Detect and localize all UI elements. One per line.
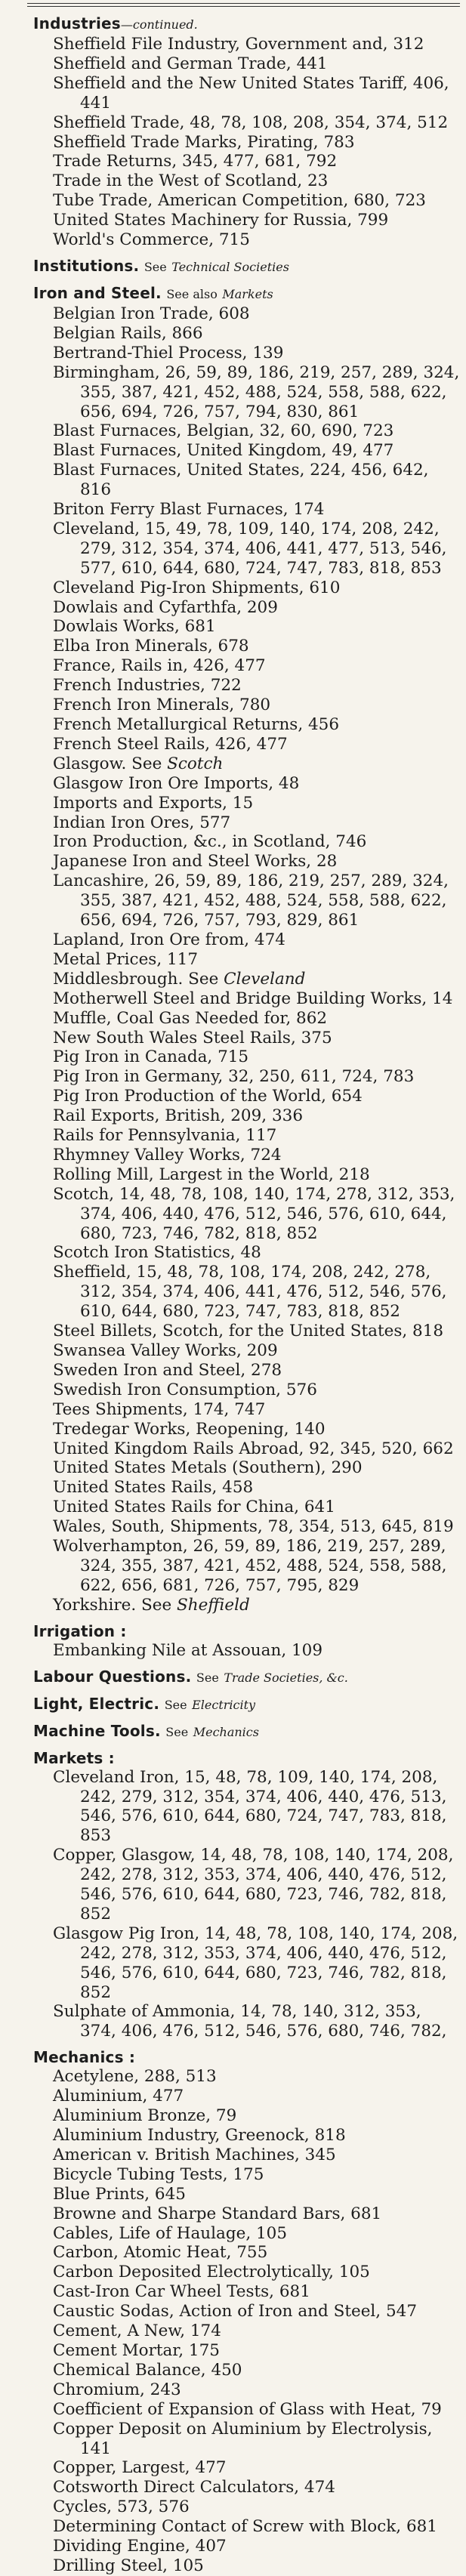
section-gap [33, 1615, 462, 1621]
index-entry: World's Commerce, 715 [53, 230, 250, 250]
index-entry: Pig Iron in Germany, 32, 250, 611, 724, 783 [53, 1067, 415, 1087]
index-entry: Copper Deposit on Aluminium by Electrolysis, 141 [53, 2419, 433, 2458]
index-entry: Carbon, Atomic Heat, 755 [53, 2243, 268, 2263]
index-entry: Cast-Iron Car Wheel Tests, 681 [53, 2282, 310, 2302]
index-entry: Aluminium Bronze, 79 [53, 2106, 237, 2126]
index-entry: United States Rails for China, 641 [53, 1498, 335, 1517]
index-entry: United Kingdom Rails Abroad, 92, 345, 520, 662 [53, 1439, 454, 1458]
index-entry: Rolling Mill, Largest in the World, 218 [53, 1165, 370, 1184]
entry-text: Yorkshire. See [53, 1595, 177, 1615]
index-entry: United States Machinery for Russia, 799 [53, 211, 389, 230]
index-entry: Blast Furnaces, Belgian, 32, 60, 690, 723 [53, 421, 394, 441]
index-entry: Dowlais Works, 681 [53, 617, 216, 637]
heading-text: Light, Electric. [33, 1694, 160, 1713]
see-reference: Cleveland [224, 969, 306, 989]
section-gap [33, 1742, 462, 1748]
index-entry: Elba Iron Minerals, 678 [53, 637, 249, 656]
index-entry: Glasgow Iron Ore Imports, 48 [53, 773, 300, 793]
index-entry: Scotch Iron Statistics, 48 [53, 1243, 261, 1263]
index-entry: New South Wales Steel Rails, 375 [53, 1028, 332, 1047]
index-entry: Tees Shipments, 174, 747 [53, 1399, 266, 1419]
index-entry: Swansea Valley Works, 209 [53, 1341, 278, 1360]
section-gap [33, 1661, 462, 1667]
section-heading-iron [33, 283, 462, 304]
index-entry: Muffle, Coal Gas Needed for, 862 [53, 1008, 328, 1028]
section-note: Technical Societies [171, 259, 289, 274]
index-entry: Cotsworth Direct Calculators, 474 [53, 2478, 335, 2497]
section-heading-irrigation [33, 1621, 462, 1641]
index-entry: French Industries, 722 [53, 676, 242, 696]
index-entry: United States Metals (Southern), 290 [53, 1458, 363, 1478]
section-gap [33, 2041, 462, 2047]
section-heading-labour [33, 1667, 462, 1688]
index-entry: Cement Mortar, 175 [53, 2340, 220, 2360]
index-entry: Sheffield Trade Marks, Pirating, 783 [53, 132, 355, 152]
index-entry: Rhymney Valley Works, 724 [53, 1145, 282, 1165]
index-entry [33, 1596, 462, 1615]
index-entry: Sheffield and German Trade, 441 [53, 54, 328, 73]
index-entry: American v. British Machines, 345 [53, 2145, 336, 2164]
entry-text: Glasgow. See [53, 754, 168, 773]
section-note: —continued. [120, 17, 198, 32]
index-entry: Briton Ferry Blast Furnaces, 174 [53, 500, 325, 520]
top-rule-second [27, 6, 460, 7]
index-entry: Carbon Deposited Electrolytically, 105 [53, 2263, 370, 2282]
section-gap [33, 277, 462, 283]
index-entry: United States Rails, 458 [53, 1478, 254, 1498]
index-entry: Blast Furnaces, United Kingdom, 49, 477 [53, 441, 394, 461]
index-entry: Sheffield and the New United States Tariff, 406, 441 [53, 73, 449, 113]
index-entry: Rails for Pennsylvania, 117 [53, 1126, 277, 1146]
section-note: Electricity [192, 1697, 256, 1712]
section-note: Trade Societies, &c. [224, 1670, 348, 1685]
section-gap [33, 1688, 462, 1694]
index-entry: Cleveland, 15, 49, 78, 109, 140, 174, 208, 242, 279, 312, 354, 374, 406, 441, 477, 513, 546, 577, 610, 644, 680, 724, 747, 783, 818, 853 [53, 519, 447, 578]
index-entry: Sheffield, 15, 48, 78, 108, 174, 208, 242, 278, 312, 354, 374, 406, 441, 476, 512, 546, 576, 610, 644, 680, 723, 747, 783, 818, 852 [53, 1263, 447, 1322]
see-prefix: See [196, 1670, 219, 1685]
index-entry: Birmingham, 26, 59, 89, 186, 219, 257, 289, 324, 355, 387, 421, 452, 488, 524, 558, 588, 622, 656, 694, 726, 757, 794, 830, 861 [53, 362, 460, 421]
see-reference: Scotch [167, 754, 224, 773]
index-entry: Cleveland Pig-Iron Shipments, 610 [53, 578, 341, 597]
heading-text: Industries [33, 14, 121, 32]
section-heading-industries [33, 14, 462, 35]
index-entry: Trade in the West of Scotland, 23 [53, 171, 329, 191]
index-entry: Pig Iron Production of the World, 654 [53, 1087, 363, 1106]
index-entry: Rail Exports, British, 209, 336 [53, 1106, 303, 1126]
index-entry: Japanese Iron and Steel Works, 28 [53, 852, 338, 872]
index-entry: Scotch, 14, 48, 78, 108, 140, 174, 278, 312, 353, 374, 406, 440, 476, 512, 546, 576, 610, 644, 680, 723, 746, 782, 818, 852 [53, 1184, 455, 1243]
section-heading-mechanics [33, 2047, 462, 2067]
top-rule [27, 3, 460, 4]
index-entry: Embanking Nile at Assouan, 109 [53, 1640, 323, 1660]
see-prefix: See [164, 1697, 187, 1712]
index-entry: Lancashire, 26, 59, 89, 186, 219, 257, 289, 324, 355, 387, 421, 452, 488, 524, 558, 588, 622, 656, 694, 726, 757, 793, 829, 861 [53, 872, 449, 930]
section-gap [33, 1715, 462, 1721]
index-entry: Glasgow Pig Iron, 14, 48, 78, 108, 140, 174, 208, 242, 278, 312, 353, 374, 406, 440, 476, 512, 546, 576, 610, 644, 680, 723, 746, 782, 818, 852 [53, 1924, 458, 2002]
index-entry: Bicycle Tubing Tests, 175 [53, 2164, 264, 2184]
index-entry: Imports and Exports, 15 [53, 793, 254, 813]
index-entry: Caustic Sodas, Action of Iron and Steel, 547 [53, 2302, 417, 2321]
index-entry: Tredegar Works, Reopening, 140 [53, 1419, 326, 1439]
index-entry: Blast Furnaces, United States, 224, 456, 642, 816 [53, 461, 429, 500]
section-note: Markets [222, 286, 273, 301]
index-entry: Browne and Sharpe Standard Bars, 681 [53, 2204, 382, 2223]
heading-text: Machine Tools. [33, 1721, 161, 1740]
index-entry: Aluminium, 477 [53, 2087, 184, 2106]
index-entry: Aluminium Industry, Greenock, 818 [53, 2126, 346, 2145]
index-entry: Acetylene, 288, 513 [53, 2067, 217, 2087]
index-entry: Cycles, 573, 576 [53, 2497, 190, 2517]
heading-text: Markets : [33, 1748, 115, 1767]
index-entry: Lapland, Iron Ore from, 474 [53, 930, 285, 949]
index-entry: Steel Billets, Scotch, for the United States, 818 [53, 1322, 444, 1341]
index-entry: Sheffield File Industry, Government and, 312 [53, 35, 424, 54]
index-entry: Iron Production, &c., in Scotland, 746 [53, 832, 367, 852]
index-entry: Metal Prices, 117 [53, 949, 199, 969]
see-prefix: See also [166, 286, 218, 301]
index-entry: Cleveland Iron, 15, 48, 78, 109, 140, 174, 208, 242, 279, 312, 354, 374, 406, 440, 476, 513, 546, 576, 610, 644, 680, 724, 747, 783, 818, 853 [53, 1767, 447, 1846]
heading-text: Mechanics : [33, 2048, 136, 2067]
index-entry: French Steel Rails, 426, 477 [53, 734, 288, 754]
index-entry: Cables, Life of Haulage, 105 [53, 2223, 288, 2243]
index-entry [33, 970, 462, 989]
index-entry: Trade Returns, 345, 477, 681, 792 [53, 152, 338, 171]
index-entry: Tube Trade, American Competition, 680, 723 [53, 191, 426, 211]
index-entry: Sweden Iron and Steel, 278 [53, 1360, 282, 1380]
index-entry: Swedish Iron Consumption, 576 [53, 1380, 317, 1399]
heading-text: Irrigation : [33, 1621, 127, 1640]
index-entry: Drilling Steel, 105 [53, 2556, 204, 2575]
heading-text: Institutions. [33, 256, 140, 275]
index-entry: Blue Prints, 645 [53, 2184, 186, 2204]
index-entry: Dividing Engine, 407 [53, 2537, 227, 2556]
section-gap [33, 250, 462, 256]
entry-text: Middlesbrough. See [53, 969, 224, 989]
index-entry: Chromium, 243 [53, 2380, 181, 2399]
index-entry: Indian Iron Ores, 577 [53, 813, 231, 832]
section-heading-markets [33, 1748, 462, 1768]
index-entry: Wales, South, Shipments, 78, 354, 513, 645, 819 [53, 1517, 454, 1537]
section-heading-institutions [33, 256, 462, 277]
section-heading-machine [33, 1721, 462, 1742]
index-entry: Pig Iron in Canada, 715 [53, 1047, 249, 1067]
index-entry: Copper, Glasgow, 14, 48, 78, 108, 140, 174, 208, 242, 278, 312, 353, 374, 406, 440, 476, 512, 546, 576, 610, 644, 680, 723, 746, 782, 818, 852 [53, 1846, 454, 1924]
see-prefix: See [165, 1724, 189, 1739]
index-entry: Dowlais and Cyfarthfa, 209 [53, 597, 278, 617]
index-entry: Determining Contact of Screw with Block, 681 [53, 2517, 437, 2537]
index-entry: Chemical Balance, 450 [53, 2360, 242, 2380]
index-entry: Wolverhampton, 26, 59, 89, 186, 219, 257, 289, 324, 355, 387, 421, 452, 488, 524, 558, 588, 622, 656, 681, 726, 757, 795, 829 [53, 1537, 447, 1595]
index-entry: French Iron Minerals, 780 [53, 696, 271, 715]
section-heading-light [33, 1694, 462, 1715]
index-entry: Motherwell Steel and Bridge Building Works, 14 [53, 989, 453, 1008]
index-entry: Sulphate of Ammonia, 14, 78, 140, 312, 353, 374, 406, 476, 512, 546, 576, 680, 746, 782, [53, 2002, 447, 2041]
index-entry: French Metallurgical Returns, 456 [53, 715, 340, 734]
index-column [33, 14, 462, 2576]
index-entry: Belgian Iron Trade, 608 [53, 304, 250, 323]
see-prefix: See [144, 259, 167, 274]
heading-text: Labour Questions. [33, 1667, 192, 1686]
section-note: Mechanics [193, 1724, 259, 1739]
index-entry: Cement, A New, 174 [53, 2321, 221, 2341]
index-entry: Bertrand-Thiel Process, 139 [53, 343, 284, 362]
index-entry [33, 754, 462, 774]
index-entry: France, Rails in, 426, 477 [53, 656, 266, 676]
heading-text: Iron and Steel. [33, 283, 162, 302]
index-entry: Copper, Largest, 477 [53, 2458, 227, 2478]
index-entry: Belgian Rails, 866 [53, 323, 203, 343]
index-entry: Sheffield Trade, 48, 78, 108, 208, 354, 374, 512 [53, 113, 449, 132]
see-reference: Sheffield [177, 1595, 250, 1615]
index-entry: Coefficient of Expansion of Glass with Heat, 79 [53, 2399, 442, 2419]
